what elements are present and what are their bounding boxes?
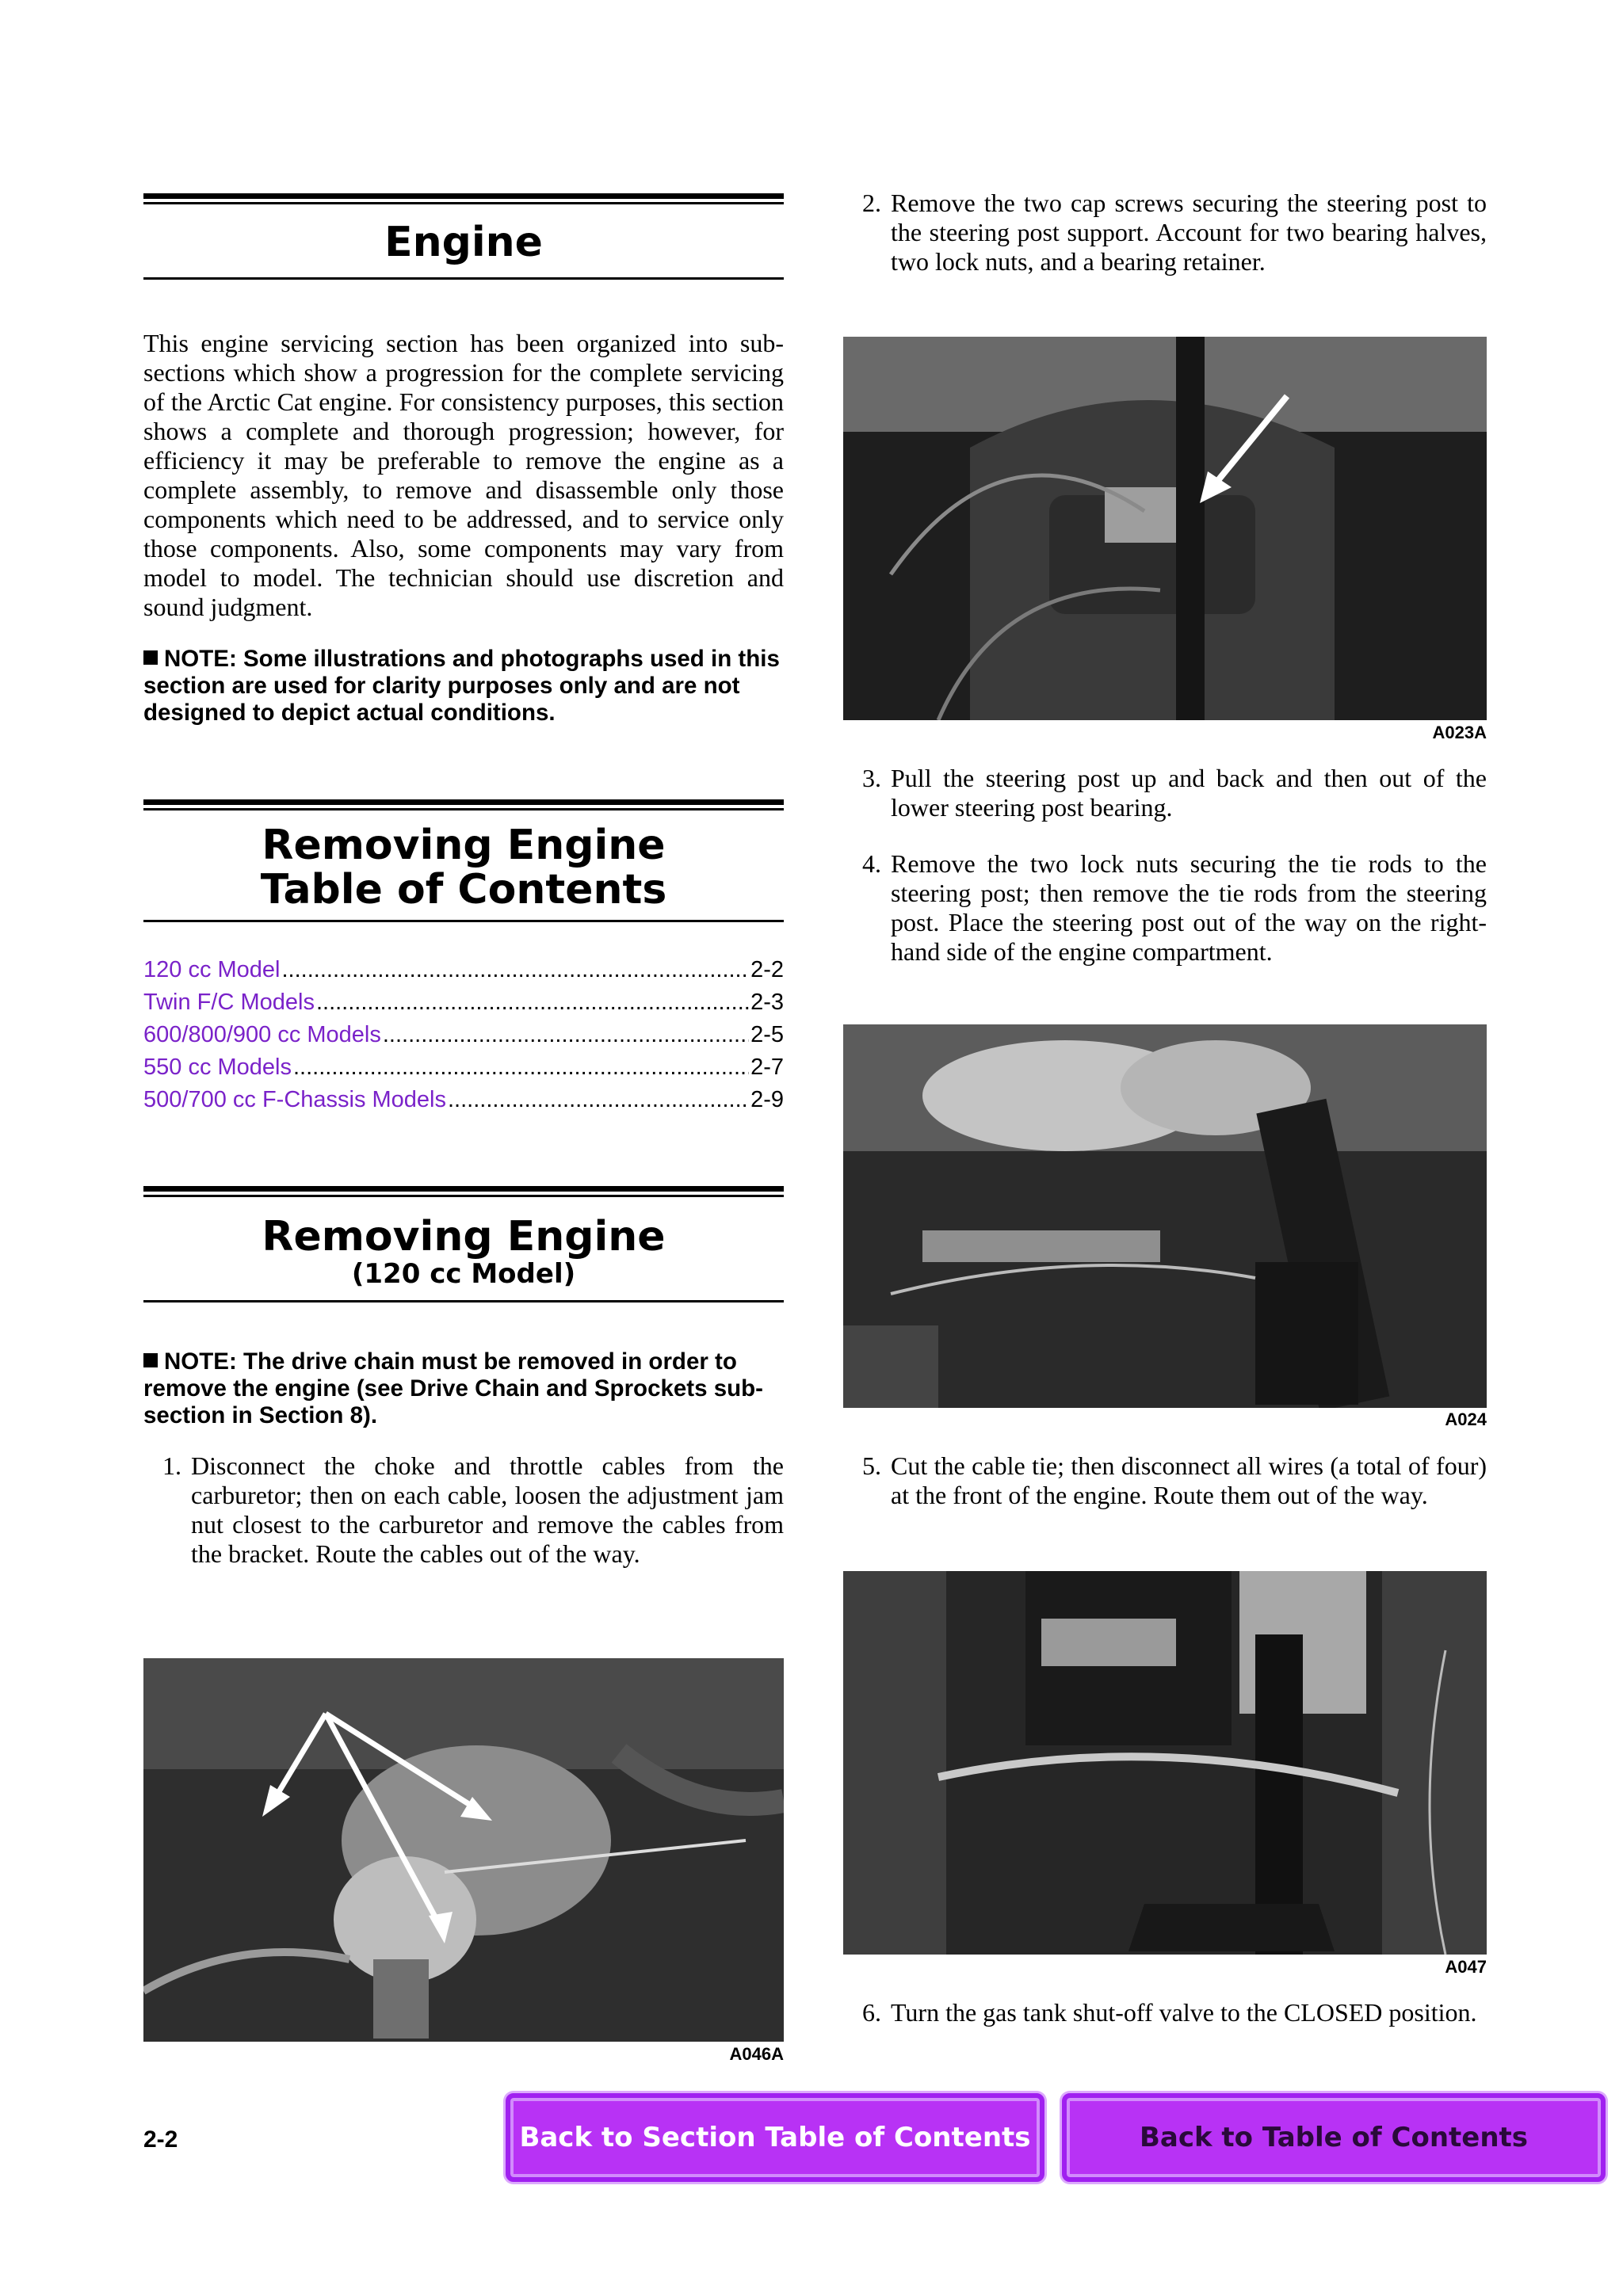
- toc-item[interactable]: [143, 954, 784, 986]
- toc-leader: [293, 1051, 749, 1084]
- note-text: NOTE: Some illustrations and photographs used in this section are used for clarity purposes only and are not designed to depict actual conditions.: [143, 646, 780, 726]
- toc-leader: [282, 954, 750, 986]
- removing-heading: Removing Engine: [262, 1213, 666, 1261]
- step-number: 2.: [862, 189, 881, 217]
- toc-leader: [383, 1019, 749, 1051]
- toc-link[interactable]: 550 cc Models: [143, 1055, 292, 1080]
- heading-rule: [143, 202, 784, 204]
- photo-caption: A047: [1445, 1957, 1487, 1977]
- heading-rule: [143, 1300, 784, 1302]
- note-bullet-icon: [143, 1353, 158, 1367]
- step-3: [843, 764, 1487, 822]
- toc-link[interactable]: 600/800/900 cc Models: [143, 1022, 381, 1047]
- toc-item[interactable]: [143, 1019, 784, 1051]
- step-6: [843, 1998, 1487, 2027]
- toc-leader: [448, 1084, 749, 1116]
- photo-caption: A046A: [729, 2044, 784, 2064]
- wires-photo: [843, 1571, 1487, 1955]
- toc-heading-line2: Table of Contents: [260, 866, 667, 913]
- photo-caption: A023A: [1432, 723, 1487, 742]
- heading-rule: [143, 193, 784, 199]
- toc-page: 2-3: [750, 990, 784, 1015]
- removing-heading-block: [143, 1186, 784, 1302]
- step-text: Turn the gas tank shut-off valve to the CLOSED position.: [891, 1998, 1477, 2027]
- step-text: Remove the two cap screws securing the steering post to the steering post support. Account for two bearing halves, two lock nuts, and a bearing retainer.: [891, 189, 1487, 276]
- step-number: 4.: [862, 849, 881, 878]
- note-drive-chain: [143, 1348, 784, 1429]
- toc-leader: [316, 986, 749, 1019]
- back-to-section-toc-button[interactable]: Back to Section Table of Contents: [506, 2093, 1044, 2182]
- removing-subheading: (120 cc Model): [351, 1258, 576, 1290]
- heading-rule: [143, 1195, 784, 1197]
- toc-heading-line1: Removing Engine: [262, 822, 666, 869]
- note-bullet-icon: [143, 650, 158, 665]
- toc-page: 2-7: [750, 1055, 784, 1080]
- heading-rule: [143, 1186, 784, 1192]
- step-number: 3.: [862, 764, 881, 792]
- note-illustrations: [143, 646, 784, 727]
- step-text: Remove the two lock nuts securing the tie rods to the steering post; then remove the tie rods from the steering post. Place the steering post out of the way on the right-hand side of the engine compartment.: [891, 849, 1487, 966]
- step-2: [843, 189, 1487, 277]
- step-text: Pull the steering post up and back and then out of the lower steering post bearing.: [891, 764, 1487, 822]
- heading-rule: [143, 799, 784, 805]
- toc-link[interactable]: 120 cc Model: [143, 957, 281, 982]
- steering-post-photo: [843, 337, 1487, 720]
- engine-heading: Engine: [384, 219, 543, 266]
- toc-page: 2-5: [750, 1022, 784, 1047]
- heading-rule: [143, 920, 784, 922]
- step-number: 5.: [862, 1451, 881, 1480]
- step-number: 1.: [162, 1451, 181, 1480]
- toc-list: [143, 954, 784, 1116]
- toc-page: 2-9: [750, 1087, 784, 1112]
- back-to-toc-button[interactable]: Back to Table of Contents: [1062, 2093, 1606, 2182]
- intro-paragraph: This engine servicing section has been organized into sub-sections which show a progression for the complete servicing of the Arctic Cat engine. For consistency purposes, this section shows a complete and thorough progression; however, for efficiency it may be preferable to remove the engine as a complete assembly, to remove and disassemble only those components which need to be addressed, and to service only those components. Also, some components may vary from model to model. The technician should use discretion and sound judgment.: [143, 329, 784, 621]
- step-text: Disconnect the choke and throttle cables from the carburetor; then on each cable, loosen the adjustment jam nut closest to the carburetor and remove the cables from the bracket. Route the cables out of the way.: [191, 1451, 784, 1568]
- toc-link[interactable]: 500/700 cc F-Chassis Models: [143, 1087, 446, 1112]
- heading-rule: [143, 277, 784, 280]
- photo-caption: A024: [1445, 1409, 1487, 1429]
- page-number: 2-2: [143, 2126, 178, 2153]
- tie-rods-photo: [843, 1024, 1487, 1408]
- heading-rule: [143, 808, 784, 810]
- step-number: 6.: [862, 1998, 881, 2027]
- step-5: [843, 1451, 1487, 1510]
- step-1: [143, 1451, 784, 1569]
- toc-heading-block: [143, 799, 784, 922]
- note-text: NOTE: The drive chain must be removed in order to remove the engine (see Drive Chain and Sprockets sub-section in Section 8).: [143, 1348, 763, 1428]
- toc-item[interactable]: [143, 986, 784, 1019]
- engine-heading-block: [143, 193, 784, 280]
- left-column: [143, 193, 784, 1569]
- toc-link[interactable]: Twin F/C Models: [143, 990, 315, 1015]
- carburetor-photo: [143, 1658, 784, 2042]
- step-text: Cut the cable tie; then disconnect all wires (a total of four) at the front of the engine. Route them out of the way.: [891, 1451, 1487, 1509]
- step-4: [843, 849, 1487, 967]
- toc-page: 2-2: [750, 957, 784, 982]
- toc-item[interactable]: [143, 1051, 784, 1084]
- toc-item[interactable]: [143, 1084, 784, 1116]
